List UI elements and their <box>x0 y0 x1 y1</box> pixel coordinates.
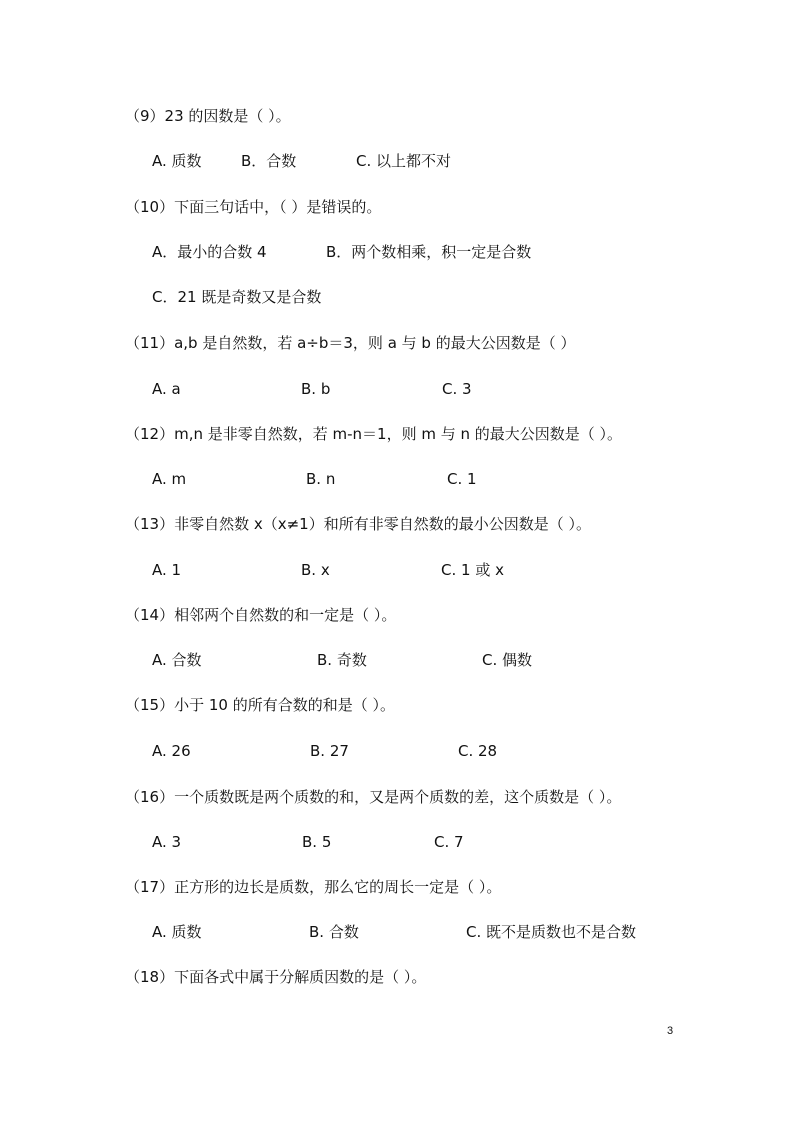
question-17-stem: （17）正方形的边长是质数，那么它的周长一定是（ ）。 <box>125 878 502 896</box>
question-9-option-c: C. 以上都不对 <box>356 152 452 170</box>
question-10-option-c: C．21 既是奇数又是合数 <box>152 288 322 306</box>
question-14-option-c: C. 偶数 <box>482 651 533 669</box>
question-16-option-a: A. 3 <box>152 833 182 851</box>
question-16-option-b: B. 5 <box>302 833 332 851</box>
question-11-option-b: B. b <box>301 380 331 398</box>
question-10-option-a: A．最小的合数 4 <box>152 243 267 261</box>
question-10-stem: （10）下面三句话中，（ ）是错误的。 <box>125 198 382 216</box>
question-14-option-a: A. 合数 <box>152 651 202 669</box>
question-15-stem: （15）小于 10 的所有合数的和是（ ）。 <box>125 696 395 714</box>
question-13-option-a: A. 1 <box>152 561 182 579</box>
question-12-stem: （12）m,n 是非零自然数，若 m-n＝1，则 m 与 n 的最大公因数是（ ）。 <box>125 425 623 443</box>
question-17-option-a: A. 质数 <box>152 923 202 941</box>
question-12-option-a: A. m <box>152 470 187 488</box>
question-18-stem: （18）下面各式中属于分解质因数的是（ ）。 <box>125 968 427 986</box>
question-15-option-a: A. 26 <box>152 742 191 760</box>
question-9-option-a: A. 质数 <box>152 152 202 170</box>
question-14-stem: （14）相邻两个自然数的和一定是（ ）。 <box>125 606 397 624</box>
question-15-option-b: B. 27 <box>310 742 349 760</box>
question-9-option-b: B．合数 <box>241 152 297 170</box>
question-11-stem: （11）a,b 是自然数，若 a÷b＝3，则 a 与 b 的最大公因数是（ ） <box>125 334 576 352</box>
question-9-stem: （9）23 的因数是（ ）。 <box>125 107 291 125</box>
question-17-option-c: C. 既不是质数也不是合数 <box>466 923 637 941</box>
question-17-option-b: B. 合数 <box>309 923 359 941</box>
question-13-stem: （13）非零自然数 x（x≠1）和所有非零自然数的最小公因数是（ ）。 <box>125 515 591 533</box>
question-11-option-c: C. 3 <box>442 380 472 398</box>
question-11-option-a: A. a <box>152 380 181 398</box>
question-16-option-c: C. 7 <box>434 833 464 851</box>
question-13-option-c: C. 1 或 x <box>441 561 504 579</box>
question-10-option-b: B．两个数相乘，积一定是合数 <box>326 243 532 261</box>
question-14-option-b: B. 奇数 <box>317 651 367 669</box>
question-13-option-b: B. x <box>301 561 330 579</box>
question-12-option-c: C. 1 <box>447 470 477 488</box>
question-15-option-c: C. 28 <box>458 742 498 760</box>
page-number: 3 <box>667 1025 674 1037</box>
question-16-stem: （16）一个质数既是两个质数的和，又是两个质数的差，这个质数是（ ）。 <box>125 788 622 806</box>
question-12-option-b: B. n <box>306 470 336 488</box>
